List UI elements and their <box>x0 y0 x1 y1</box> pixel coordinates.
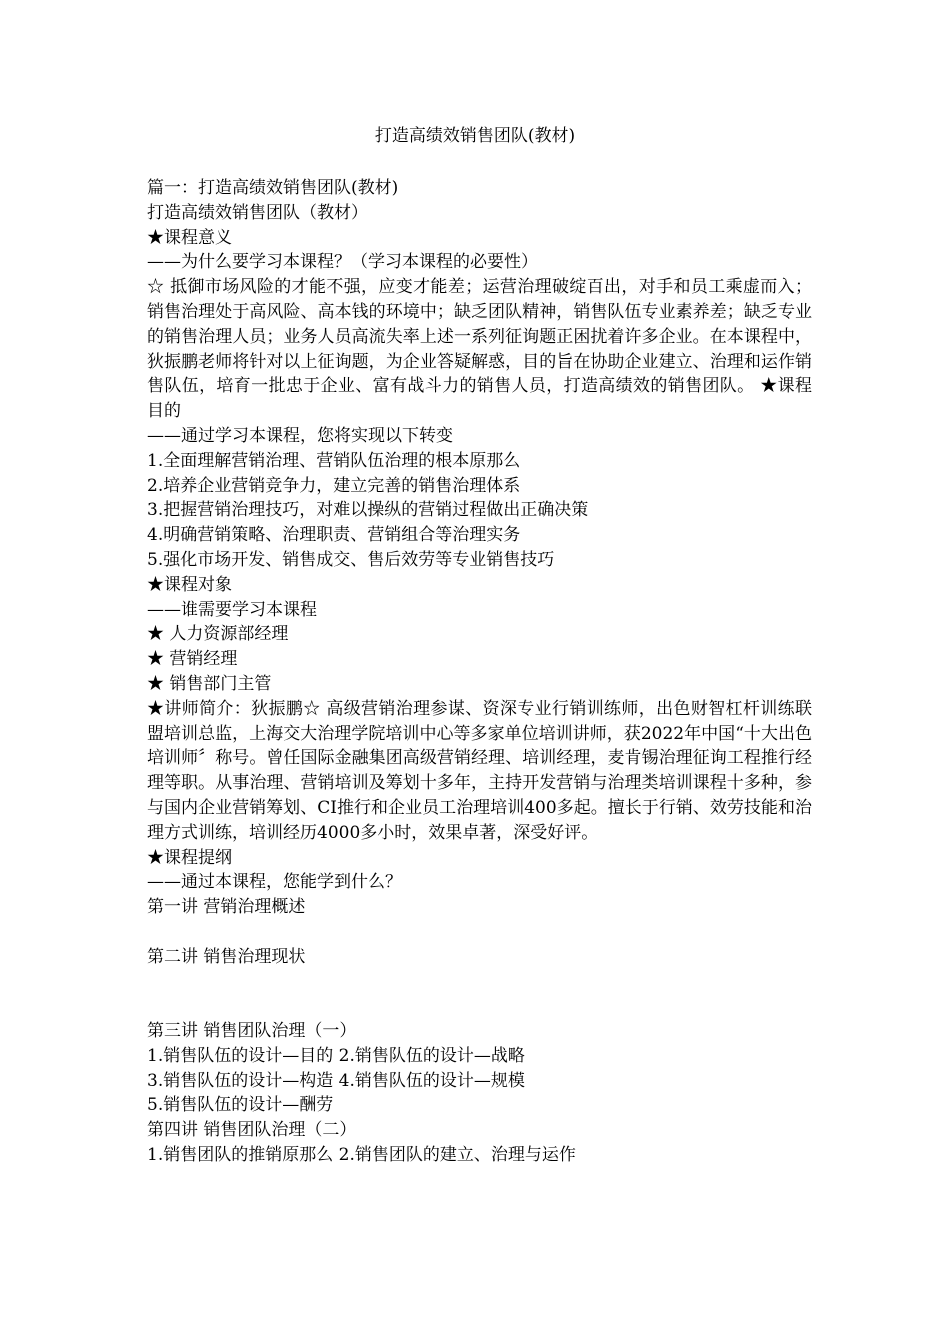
lecture-heading: 第四讲 销售团队治理（二） <box>147 1120 357 1141</box>
significance-paragraph: ☆ 抵御市场风险的才能不强，应变才能差；运营治理破绽百出，对手和员工乘虚而入；销售治理处于高风险、高本钱的环境中；缺乏团队精神，销售队伍专业素养差；缺乏专业的销售治理人员；业务人员高流失率上述一系列征询题正困扰着许多企业。在本课程中，狄振鹏老师将针对以上征询题，为企业答疑解惑，目的旨在协助企业建立、治理和运作销售队伍，培育一批忠于企业、富有战斗力的销售人员，打造高绩效的销售团队。 ★课程目的 <box>147 277 812 422</box>
blank-line <box>147 970 812 1020</box>
list-item: 1.全面理解营销治理、营销队伍治理的根本原那么 <box>147 450 521 471</box>
lecture-heading: 第一讲 营销治理概述 <box>147 897 306 918</box>
list-item: 5.销售队伍的设计—酬劳 <box>147 1095 334 1116</box>
list-item: 2.培养企业营销竞争力，建立完善的销售治理体系 <box>147 475 521 496</box>
list-item: 4.明确营销策略、治理职责、营销组合等治理实务 <box>147 525 521 546</box>
audience-item: ★ 营销经理 <box>147 649 238 670</box>
section-subheading: ——为什么要学习本课程？（学习本课程的必要性） <box>147 252 538 273</box>
section-heading-outline: ★课程提纲 <box>147 847 232 868</box>
lecture-heading: 第三讲 销售团队治理（一） <box>147 1021 357 1042</box>
list-item: 3.销售队伍的设计—构造 4.销售队伍的设计—规模 <box>147 1070 525 1091</box>
list-item: 1.销售队伍的设计—目的 2.销售队伍的设计—战略 <box>147 1045 525 1066</box>
audience-item: ★ 人力资源部经理 <box>147 624 289 645</box>
section-subheading: ——通过学习本课程，您将实现以下转变 <box>147 425 453 446</box>
section-heading-significance: ★课程意义 <box>147 227 232 248</box>
document-body <box>147 176 812 1168</box>
section-subheading: ——通过本课程，您能学到什么？ <box>147 872 402 893</box>
list-item: 1.销售团队的推销原那么 2.销售团队的建立、治理与运作 <box>147 1145 576 1166</box>
lecturer-paragraph: ★讲师简介：狄振鹏☆ 高级营销治理参谋、资深专业行销训练师，出色财智杠杆训练联盟培训总监，上海交大治理学院培训中心等多家单位培训讲师，获2022年中国“十大出色培训师〞称号。曾任国际金融集团高级营销经理、培训经理，麦肯锡治理征询工程推行经理等职。从事治理、营销培训及筹划十多年，主持开发营销与治理类培训课程十多种，参与国内企业营销筹划、CI推行和企业员工治理培训400多起。擅长于行销、效劳技能和治理方式训练，培训经历4000多小时，效果卓著，深受好评。 <box>147 698 812 843</box>
course-title: 打造高绩效销售团队（教材） <box>147 202 368 223</box>
chapter-heading: 篇一：打造高绩效销售团队(教材) <box>147 178 399 198</box>
document-title: 打造高绩效销售团队(教材) <box>374 126 576 146</box>
lecture-heading: 第二讲 销售治理现状 <box>147 946 306 967</box>
list-item: 3.把握营销治理技巧，对难以操纵的营销过程做出正确决策 <box>147 500 589 521</box>
audience-item: ★ 销售部门主管 <box>147 673 272 694</box>
blank-line <box>147 920 812 945</box>
list-item: 5.强化市场开发、销售成交、售后效劳等专业销售技巧 <box>147 549 555 570</box>
section-heading-audience: ★课程对象 <box>147 574 232 595</box>
section-subheading: ——谁需要学习本课程 <box>147 599 317 620</box>
